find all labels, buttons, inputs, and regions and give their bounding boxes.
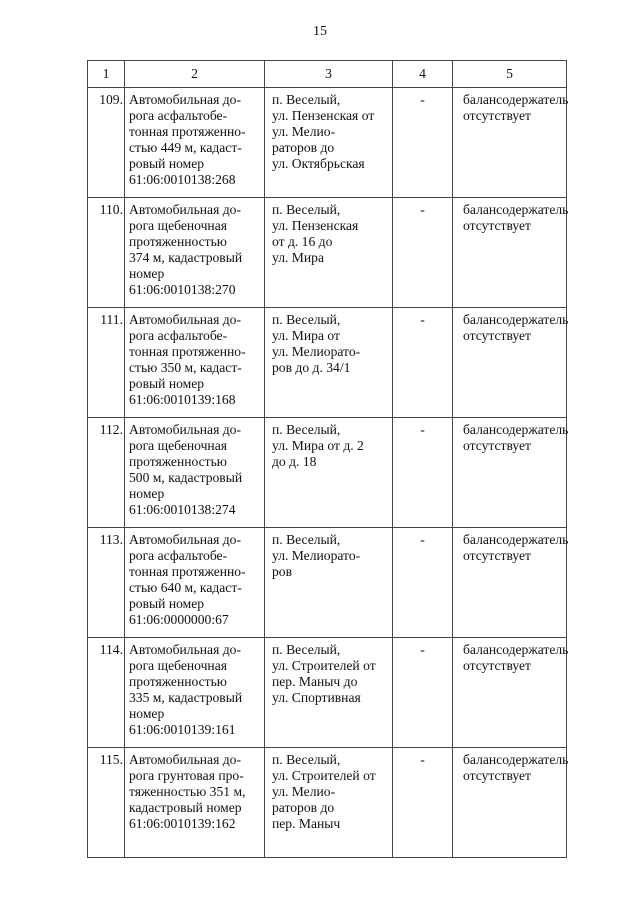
header-row xyxy=(88,61,567,88)
road-location-line: ул. Мира от xyxy=(272,328,340,343)
column-4-value: - xyxy=(393,418,453,528)
road-description xyxy=(125,418,265,528)
road-location-line: ул. Мелиорато- xyxy=(272,344,361,359)
road-description-line: рога щебеночная xyxy=(129,438,227,453)
road-description-line: рога асфальтобе- xyxy=(129,108,228,123)
road-location xyxy=(265,418,393,528)
road-description-line: стью 350 м, кадаст- xyxy=(129,360,242,375)
column-4-value: - xyxy=(393,528,453,638)
header-cell-2: 2 xyxy=(125,61,265,88)
road-description xyxy=(125,528,265,638)
road-location-line: ул. Мира xyxy=(272,250,324,265)
road-description-line: протяженностью xyxy=(129,674,227,689)
road-location-line: от д. 16 до xyxy=(272,234,333,249)
owner-status xyxy=(453,418,567,528)
road-location-line: п. Веселый, xyxy=(272,312,341,327)
owner-status-line: отсутствует xyxy=(463,658,532,673)
row-number: 113. xyxy=(88,528,125,638)
road-description-line: Автомобильная до- xyxy=(129,312,241,327)
owner-status xyxy=(453,198,567,308)
owner-status-line: балансодержатель xyxy=(463,92,569,107)
owner-status-line: балансодержатель xyxy=(463,312,569,327)
owner-status xyxy=(453,88,567,198)
owner-status-line: отсутствует xyxy=(463,768,532,783)
road-description-line: стью 640 м, кадаст- xyxy=(129,580,242,595)
road-description xyxy=(125,308,265,418)
column-4-value: - xyxy=(393,198,453,308)
road-description xyxy=(125,88,265,198)
owner-status-line: отсутствует xyxy=(463,108,532,123)
road-location xyxy=(265,638,393,748)
owner-status xyxy=(453,528,567,638)
road-location-line: ров до д. 34/1 xyxy=(272,360,351,375)
road-description-line: Автомобильная до- xyxy=(129,752,241,767)
road-location xyxy=(265,748,393,858)
road-location-line: п. Веселый, xyxy=(272,92,341,107)
header-cell-5: 5 xyxy=(453,61,567,88)
road-description-line: рога асфальтобе- xyxy=(129,548,228,563)
column-4-value: - xyxy=(393,638,453,748)
column-4-value: - xyxy=(393,88,453,198)
owner-status-line: балансодержатель xyxy=(463,642,569,657)
road-description xyxy=(125,638,265,748)
road-description-line: номер xyxy=(129,706,165,721)
road-description-line: рога щебеночная xyxy=(129,658,227,673)
road-location-line: пер. Маныч до xyxy=(272,674,358,689)
road-description-line: 61:06:0010138:268 xyxy=(129,172,236,187)
road-description-line: стью 449 м, кадаст- xyxy=(129,140,242,155)
row-number: 114. xyxy=(88,638,125,748)
road-description-line: рога грунтовая про- xyxy=(129,768,244,783)
table-row xyxy=(88,88,567,198)
road-location-line: ул. Спортивная xyxy=(272,690,361,705)
road-description-line: ровый номер xyxy=(129,376,205,391)
road-description-line: рога асфальтобе- xyxy=(129,328,228,343)
road-description xyxy=(125,198,265,308)
header-cell-4: 4 xyxy=(393,61,453,88)
road-description-line: номер xyxy=(129,486,165,501)
row-number: 109. xyxy=(88,88,125,198)
road-description xyxy=(125,748,265,858)
road-description-line: 61:06:0010139:162 xyxy=(129,816,236,831)
header-cell-1: 1 xyxy=(88,61,125,88)
road-description-line: 61:06:0010138:270 xyxy=(129,282,236,297)
road-location-line: п. Веселый, xyxy=(272,202,341,217)
table-row xyxy=(88,748,567,858)
table-row xyxy=(88,638,567,748)
owner-status xyxy=(453,748,567,858)
road-description-line: тонная протяженно- xyxy=(129,564,246,579)
road-description-line: 61:06:0000000:67 xyxy=(129,612,229,627)
road-description-line: Автомобильная до- xyxy=(129,92,241,107)
road-location-line: ул. Пензенская от xyxy=(272,108,375,123)
road-description-line: кадастровый номер xyxy=(129,800,242,815)
road-location xyxy=(265,88,393,198)
road-description-line: ровый номер xyxy=(129,596,205,611)
road-description-line: 335 м, кадастровый xyxy=(129,690,243,705)
row-number: 110. xyxy=(88,198,125,308)
header-cell-3: 3 xyxy=(265,61,393,88)
road-description-line: номер xyxy=(129,266,165,281)
road-description-line: 374 м, кадастровый xyxy=(129,250,243,265)
road-description-line: тяженностью 351 м, xyxy=(129,784,246,799)
road-location-line: ул. Мелио- xyxy=(272,124,336,139)
table-row xyxy=(88,198,567,308)
road-description-line: 500 м, кадастровый xyxy=(129,470,243,485)
row-number: 111. xyxy=(88,308,125,418)
road-description-line: тонная протяженно- xyxy=(129,344,246,359)
column-4-value: - xyxy=(393,308,453,418)
owner-status-line: отсутствует xyxy=(463,218,532,233)
road-location xyxy=(265,528,393,638)
road-description-line: 61:06:0010138:274 xyxy=(129,502,236,517)
owner-status-line: балансодержатель xyxy=(463,422,569,437)
road-description-line: протяженностью xyxy=(129,454,227,469)
road-location-line: п. Веселый, xyxy=(272,752,341,767)
row-number: 115. xyxy=(88,748,125,858)
road-location-line: пер. Маныч xyxy=(272,816,341,831)
road-location-line: раторов до xyxy=(272,800,335,815)
owner-status-line: отсутствует xyxy=(463,548,532,563)
road-location-line: ул. Строителей от xyxy=(272,658,376,673)
road-registry-table xyxy=(87,60,567,858)
road-description-line: Автомобильная до- xyxy=(129,202,241,217)
road-location-line: ул. Мелио- xyxy=(272,784,336,799)
road-description-line: ровый номер xyxy=(129,156,205,171)
road-location-line: ул. Пензенская xyxy=(272,218,359,233)
road-location-line: раторов до xyxy=(272,140,335,155)
owner-status-line: отсутствует xyxy=(463,438,532,453)
road-location-line: ров xyxy=(272,564,293,579)
owner-status xyxy=(453,638,567,748)
road-location-line: ул. Строителей от xyxy=(272,768,376,783)
column-4-value: - xyxy=(393,748,453,858)
owner-status-line: балансодержатель xyxy=(463,752,569,767)
table-row xyxy=(88,528,567,638)
road-description-line: Автомобильная до- xyxy=(129,642,241,657)
road-location xyxy=(265,308,393,418)
road-description-line: тонная протяженно- xyxy=(129,124,246,139)
table-row xyxy=(88,418,567,528)
road-description-line: Автомобильная до- xyxy=(129,422,241,437)
owner-status xyxy=(453,308,567,418)
table-body xyxy=(88,88,567,858)
road-location-line: п. Веселый, xyxy=(272,642,341,657)
page-number: 15 xyxy=(313,24,327,39)
road-location xyxy=(265,198,393,308)
road-description-line: рога щебеночная xyxy=(129,218,227,233)
road-location-line: п. Веселый, xyxy=(272,532,341,547)
owner-status-line: балансодержатель xyxy=(463,532,569,547)
owner-status-line: балансодержатель xyxy=(463,202,569,217)
road-description-line: протяженностью xyxy=(129,234,227,249)
row-number: 112. xyxy=(88,418,125,528)
road-location-line: до д. 18 xyxy=(272,454,317,469)
road-location-line: ул. Мира от д. 2 xyxy=(272,438,364,453)
road-description-line: Автомобильная до- xyxy=(129,532,241,547)
road-location-line: ул. Октябрьская xyxy=(272,156,365,171)
road-description-line: 61:06:0010139:161 xyxy=(129,722,236,737)
road-description-line: 61:06:0010139:168 xyxy=(129,392,236,407)
road-location-line: п. Веселый, xyxy=(272,422,341,437)
road-location-line: ул. Мелиорато- xyxy=(272,548,361,563)
owner-status-line: отсутствует xyxy=(463,328,532,343)
table-row xyxy=(88,308,567,418)
